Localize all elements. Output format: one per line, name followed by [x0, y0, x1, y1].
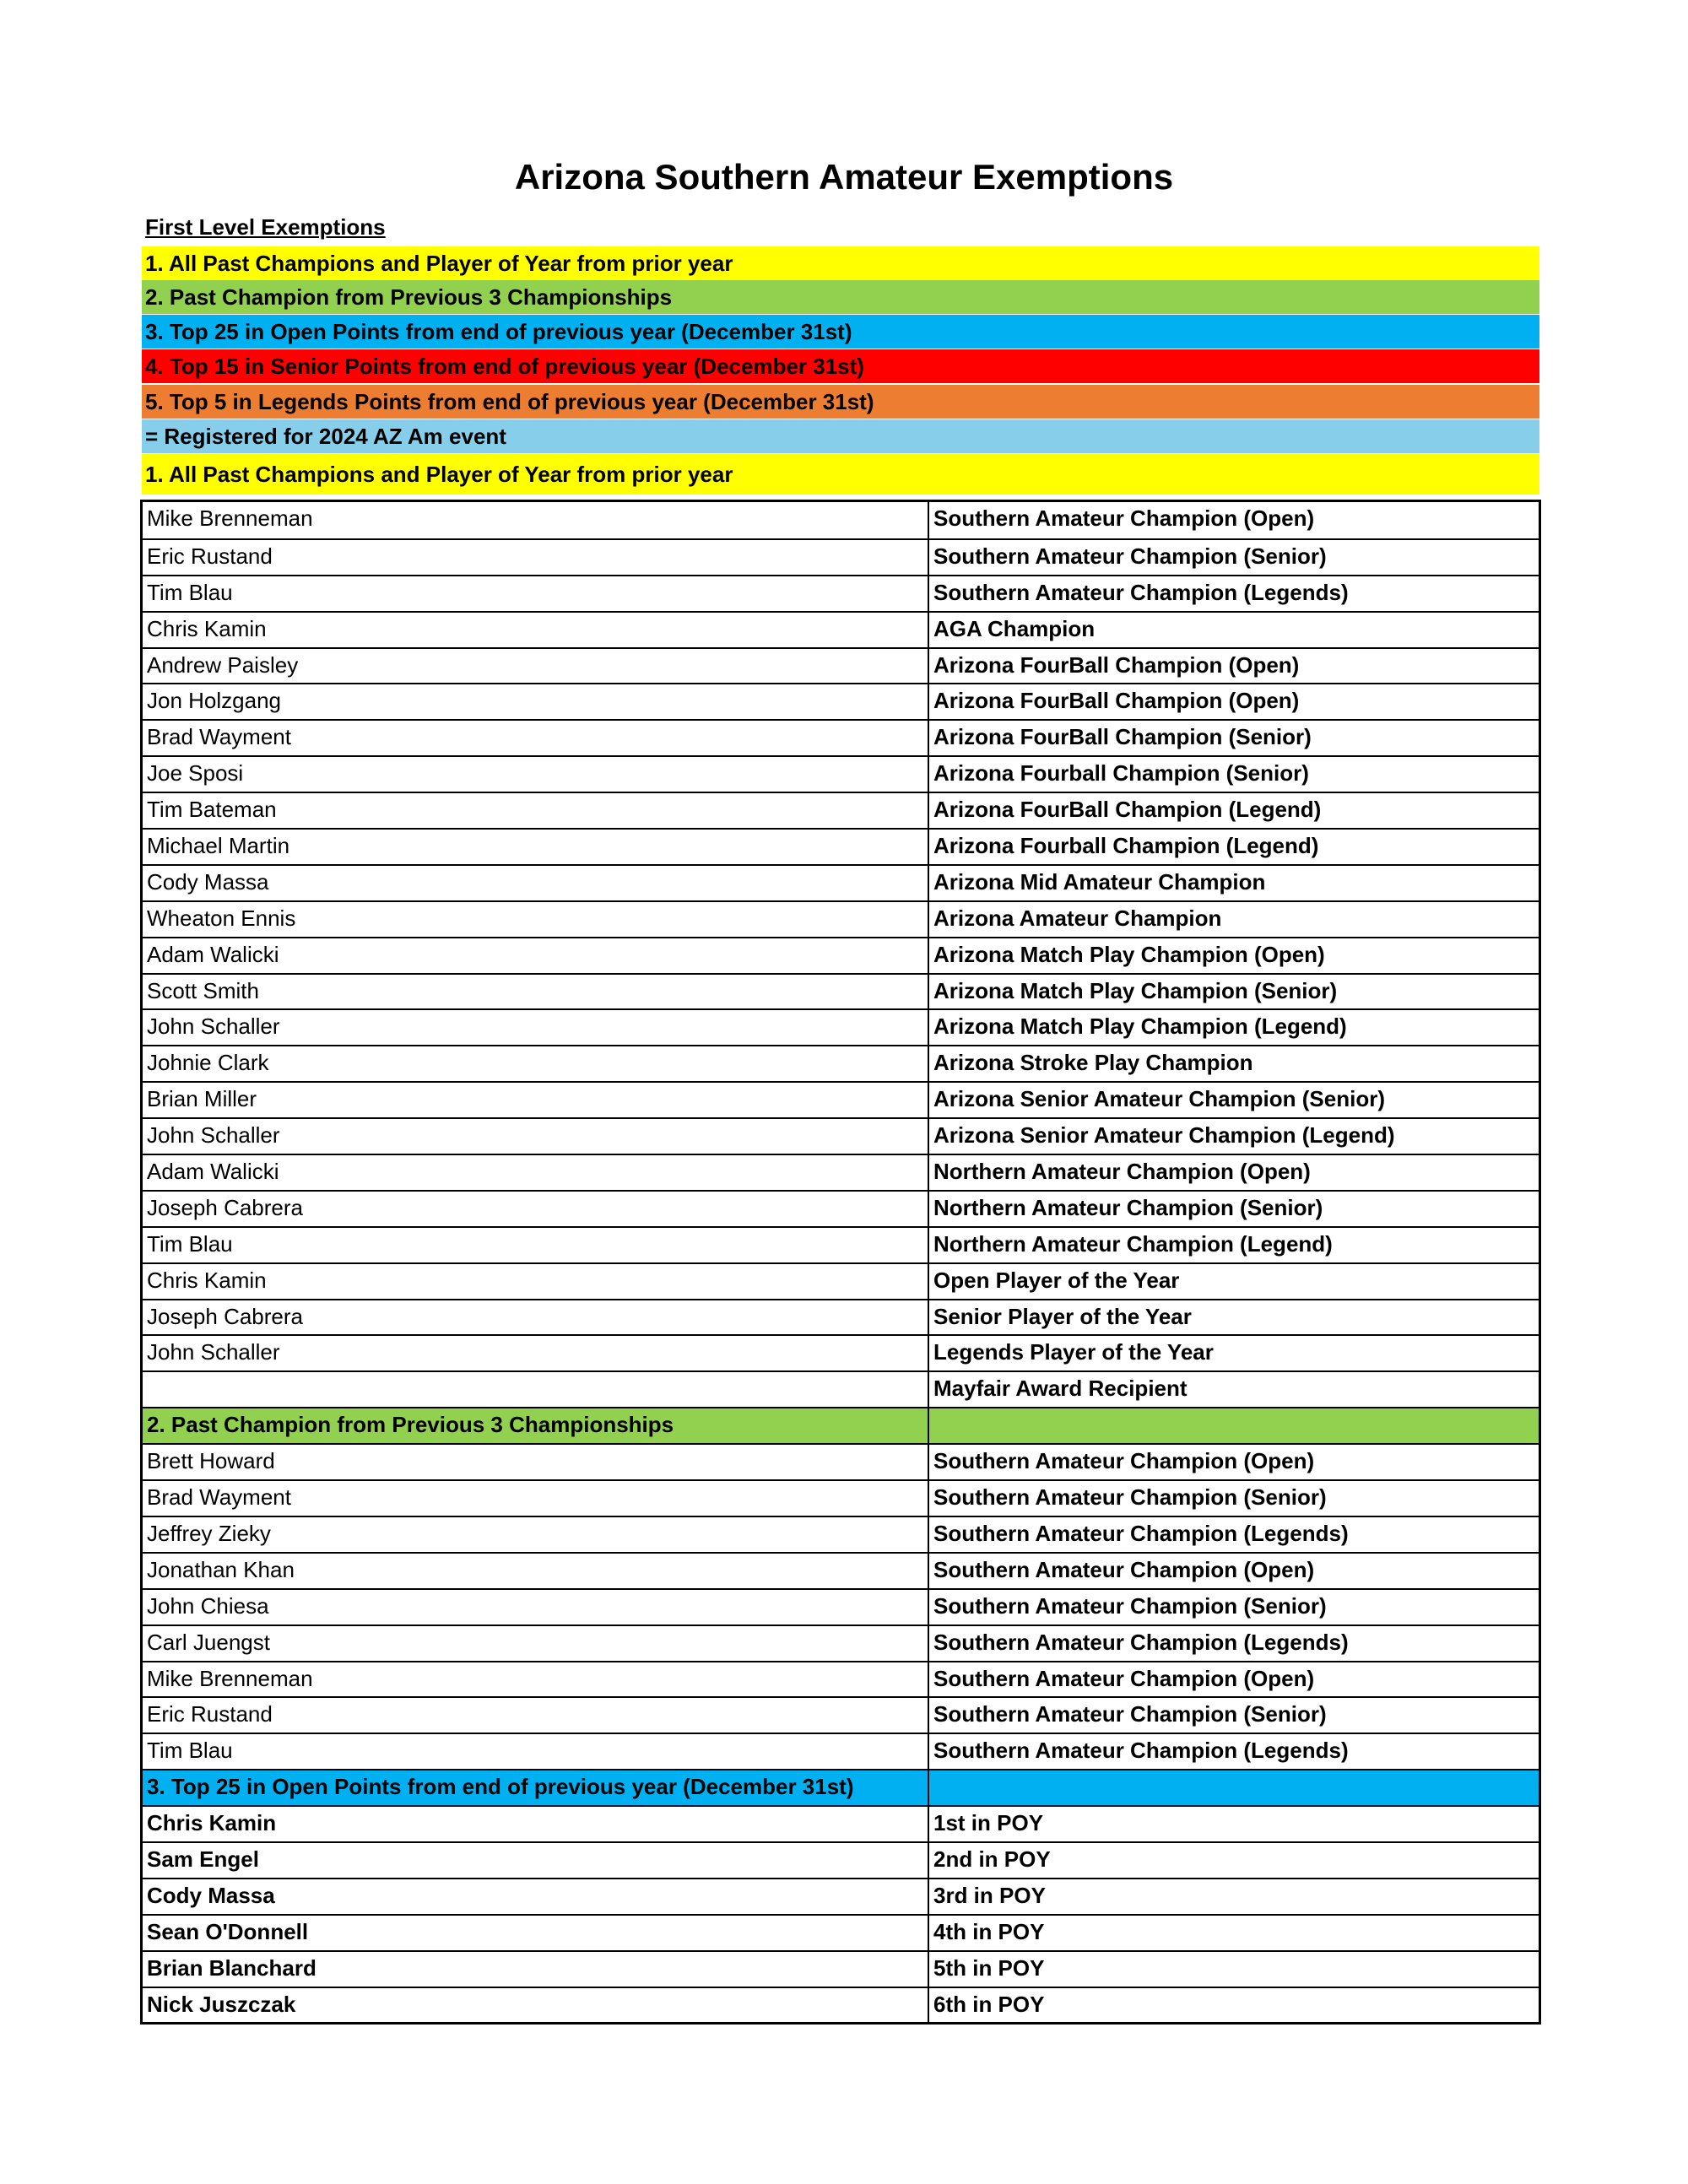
table-row	[143, 1081, 1539, 1117]
table-row	[143, 792, 1539, 828]
table-row	[143, 1334, 1539, 1370]
table-row	[143, 1299, 1539, 1335]
table-row	[143, 828, 1539, 864]
player-name: Adam Walicki	[143, 1155, 929, 1190]
exemption-reason: Arizona Mid Amateur Champion	[933, 868, 1266, 895]
player-name: Chris Kamin	[143, 1264, 929, 1299]
table-row	[143, 1479, 1539, 1516]
table-row	[143, 1733, 1539, 1769]
player-name: Sean O'Donnell	[143, 1916, 929, 1950]
player-name: Brad Wayment	[143, 1481, 929, 1516]
player-name: Tim Bateman	[143, 793, 929, 828]
exemption-reason: Northern Amateur Champion (Legend)	[933, 1230, 1333, 1257]
player-name	[143, 1372, 929, 1407]
exemption-reason: Northern Amateur Champion (Senior)	[933, 1194, 1323, 1220]
exemption-reason: Arizona FourBall Champion (Legend)	[933, 797, 1322, 823]
section3-header-row	[143, 1769, 1539, 1805]
player-name: Tim Blau	[143, 1228, 929, 1262]
page-title: Arizona Southern Amateur Exemptions	[514, 157, 1174, 197]
exemption-reason: Arizona Stroke Play Champion	[933, 1050, 1253, 1076]
table-row	[143, 1624, 1539, 1661]
table-row	[143, 683, 1539, 719]
exemption-reason: Southern Amateur Champion (Legends)	[933, 1520, 1349, 1546]
player-name: Johnie Clark	[143, 1046, 929, 1081]
player-name: Brett Howard	[143, 1445, 929, 1479]
section-subtitle: First Level Exemptions	[145, 214, 386, 240]
exemption-reason: 2nd in POY	[933, 1846, 1051, 1872]
section2-header: 2. Past Champion from Previous 3 Championships	[143, 1408, 929, 1443]
section1-header: 1. All Past Champions and Player of Year from prior year	[142, 454, 1539, 495]
table-row	[143, 1443, 1539, 1479]
table-row	[143, 1370, 1539, 1407]
exemption-reason: Arizona FourBall Champion (Open)	[933, 688, 1300, 714]
table-row	[143, 1805, 1539, 1841]
player-name: Brad Wayment	[143, 721, 929, 755]
exemption-reason: Southern Amateur Champion (Senior)	[933, 543, 1327, 569]
legend-row-5: 5. Top 5 in Legends Points from end of previous year (December 31st)	[142, 385, 1539, 419]
player-name: Michael Martin	[143, 830, 929, 864]
legend-row-registered: = Registered for 2024 AZ Am event	[142, 419, 1539, 453]
exemption-reason: Southern Amateur Champion (Legends)	[933, 1738, 1349, 1764]
exemption-reason: Southern Amateur Champion (Open)	[933, 505, 1315, 531]
player-name: Cody Massa	[143, 1879, 929, 1914]
exemption-reason: Arizona Match Play Champion (Open)	[933, 941, 1325, 967]
table-row	[143, 864, 1539, 900]
exemption-reason: Open Player of the Year	[933, 1267, 1180, 1293]
exemption-reason: Arizona Amateur Champion	[933, 905, 1222, 931]
table-row	[143, 1117, 1539, 1154]
exemption-reason: Southern Amateur Champion (Senior)	[933, 1592, 1327, 1619]
player-name: John Schaller	[143, 1336, 929, 1370]
exemption-reason: Arizona Senior Amateur Champion (Senior)	[933, 1086, 1385, 1112]
player-name: Tim Blau	[143, 1734, 929, 1769]
player-name: Jeffrey Zieky	[143, 1517, 929, 1552]
legend-row-3: 3. Top 25 in Open Points from end of previous year (December 31st)	[142, 315, 1539, 349]
exemption-reason: Senior Player of the Year	[933, 1303, 1192, 1329]
table-row	[143, 647, 1539, 684]
table-row	[143, 937, 1539, 973]
player-name: Tim Blau	[143, 576, 929, 611]
table-row	[143, 1008, 1539, 1045]
table-row	[143, 1987, 1539, 2023]
table-row	[143, 1914, 1539, 1950]
exemption-reason: Arizona Fourball Champion (Legend)	[933, 833, 1319, 859]
table-row	[143, 575, 1539, 611]
exemption-reason: Arizona Fourball Champion (Senior)	[933, 760, 1309, 787]
exemption-reason: Southern Amateur Champion (Open)	[933, 1448, 1315, 1474]
player-name: Cody Massa	[143, 866, 929, 900]
table-row	[143, 1841, 1539, 1878]
section3-header: 3. Top 25 in Open Points from end of previous year (December 31st)	[143, 1770, 929, 1805]
exemption-reason: Arizona Senior Amateur Champion (Legend)	[933, 1122, 1395, 1149]
player-name: Joseph Cabrera	[143, 1300, 929, 1335]
exemption-reason: Southern Amateur Champion (Senior)	[933, 1701, 1327, 1727]
exemption-reason: Arizona Match Play Champion (Senior)	[933, 977, 1338, 1003]
exemption-reason: Southern Amateur Champion (Legends)	[933, 579, 1349, 605]
player-name: Chris Kamin	[143, 1807, 929, 1841]
legend-row-2: 2. Past Champion from Previous 3 Championships	[142, 280, 1539, 314]
table-row	[143, 1045, 1539, 1081]
player-name: Wheaton Ennis	[143, 902, 929, 937]
table-row	[143, 1262, 1539, 1299]
table-row	[143, 755, 1539, 792]
player-name: John Chiesa	[143, 1590, 929, 1624]
exemption-reason: 4th in POY	[933, 1918, 1045, 1944]
table-row	[143, 973, 1539, 1009]
table-row	[143, 1552, 1539, 1588]
exemption-reason: AGA Champion	[933, 615, 1096, 641]
table-row	[143, 1226, 1539, 1262]
exemption-reason: Arizona FourBall Champion (Open)	[933, 651, 1300, 678]
table-row	[143, 1516, 1539, 1552]
legend-row-4: 4. Top 15 in Senior Points from end of previous year (December 31st)	[142, 349, 1539, 383]
player-name: Jonathan Khan	[143, 1554, 929, 1588]
table-row	[143, 1950, 1539, 1987]
table-row	[143, 1878, 1539, 1914]
exemption-reason: Mayfair Award Recipient	[933, 1376, 1188, 1402]
player-name: Sam Engel	[143, 1843, 929, 1878]
exemption-reason: Southern Amateur Champion (Legends)	[933, 1629, 1349, 1655]
exemption-reason: 3rd in POY	[933, 1882, 1046, 1908]
table-row	[143, 719, 1539, 755]
player-name: Scott Smith	[143, 975, 929, 1009]
player-name: Joe Sposi	[143, 757, 929, 792]
player-name: Eric Rustand	[143, 1698, 929, 1733]
table-row	[143, 502, 1539, 538]
exemption-reason: Southern Amateur Champion (Open)	[933, 1556, 1315, 1582]
exemption-reason: Northern Amateur Champion (Open)	[933, 1159, 1311, 1185]
section2-header-blank	[929, 1408, 1539, 1443]
player-name: Eric Rustand	[143, 540, 929, 575]
player-name: Mike Brenneman	[143, 502, 929, 538]
player-name: John Schaller	[143, 1119, 929, 1154]
player-name: Andrew Paisley	[143, 649, 929, 684]
section2-header-row	[143, 1407, 1539, 1443]
exemption-reason: 5th in POY	[933, 1954, 1045, 1981]
player-name: Chris Kamin	[143, 613, 929, 647]
player-name: Jon Holzgang	[143, 684, 929, 719]
player-name: John Schaller	[143, 1010, 929, 1045]
exemption-reason: 1st in POY	[933, 1810, 1044, 1836]
player-name: Joseph Cabrera	[143, 1192, 929, 1226]
table-row	[143, 1154, 1539, 1190]
player-name: Carl Juengst	[143, 1626, 929, 1661]
table-row	[143, 538, 1539, 575]
table-row	[143, 1190, 1539, 1226]
legend-row-1: 1. All Past Champions and Player of Year from prior year	[142, 246, 1539, 280]
table-row	[143, 900, 1539, 937]
table-row	[143, 1588, 1539, 1624]
exemption-reason: 6th in POY	[933, 1991, 1045, 2017]
player-name: Brian Miller	[143, 1083, 929, 1117]
exemption-reason: Southern Amateur Champion (Open)	[933, 1665, 1315, 1691]
player-name: Adam Walicki	[143, 938, 929, 973]
table-row	[143, 1696, 1539, 1733]
exemption-reason: Southern Amateur Champion (Senior)	[933, 1484, 1327, 1511]
exemption-reason: Arizona FourBall Champion (Senior)	[933, 724, 1312, 750]
table-row	[143, 611, 1539, 647]
player-name: Mike Brenneman	[143, 1662, 929, 1697]
table-row	[143, 1661, 1539, 1697]
player-name: Brian Blanchard	[143, 1952, 929, 1987]
exemption-reason: Arizona Match Play Champion (Legend)	[933, 1014, 1347, 1040]
exemptions-table	[140, 500, 1541, 2025]
player-name: Nick Juszczak	[143, 1988, 929, 2023]
exemption-reason: Legends Player of the Year	[933, 1339, 1214, 1365]
section3-header-blank	[929, 1770, 1539, 1805]
